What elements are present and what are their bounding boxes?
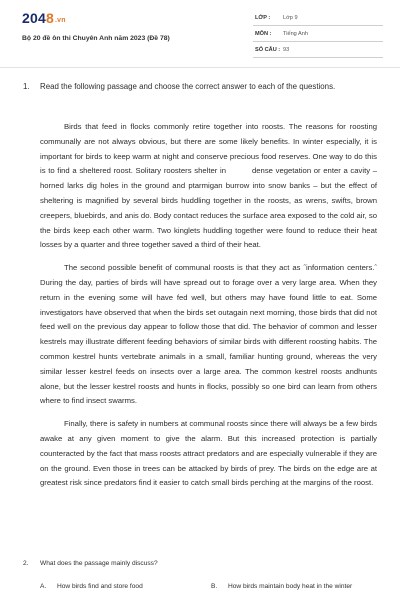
logo-tld: .vn (54, 17, 66, 24)
site-logo[interactable] (22, 10, 66, 26)
header-divider (0, 67, 400, 68)
reading-passage (40, 120, 377, 491)
meta-row-class (253, 13, 383, 26)
exam-meta-panel (253, 13, 383, 61)
passage-text: Birds that feed in flocks commonly retire together into roosts. The reasons for roosting communally are not always obvious, but there are some likely benefits. In winter especially, it is important for birds to keep warm at night and conserve precious food reserves. One way to do this is to find a sheltered roost. Solitary roosters shelter in (40, 122, 377, 176)
meta-row-count (253, 45, 383, 58)
meta-value: Tiếng Anh (283, 31, 308, 37)
logo-text: 2048 (22, 10, 54, 26)
passage-paragraph-3: Finally, there is safety in numbers at communal roosts since there will always be a few birds awake at any given moment to give the alarm. But this increased protection is partially counteracted by the fact that mass roosts attract predators and are especially vulnerable if they are on the ground. Even those in trees can be attacked by birds of prey. The birds on the edge are at greatest risk since predators find it easier to catch small birds perching at the margins of the roost. (40, 419, 377, 488)
meta-label: SỐ CÂU : (255, 47, 281, 53)
question-number: 1. (23, 82, 30, 91)
answer-option-b[interactable] (211, 583, 352, 590)
passage-paragraph-2: The second possible benefit of communal roosts is that they act as ˆinformation centers.ˆ During the day, parties of birds will have spread out to forage over a very large area. When they return in the evening some will have fed well, but others may have found little to eat. Some investigators have observed that when the birds set outagain next morning, those birds that did not feed well on the previous day appear to follow those that did. The behavior of common and lesser kestrels may illustrate different feeding behaviors of similar birds with different roosting habits. The common kestrel hunts vertebrate animals in a small, familiar hunting ground, whereas the very similar lesser kestrel feeds on insects over a large area. The common kestrel roosts andhunts alone, but the lesser kestrel roosts and hunts in flocks, possibly so one bird can learn from others where to find insect swarms. (40, 263, 377, 406)
meta-row-subject (253, 29, 383, 42)
option-letter: B. (211, 583, 218, 590)
question-text: Read the following passage and choose the correct answer to each of the questions. (40, 82, 336, 91)
answer-option-a[interactable] (40, 583, 143, 590)
meta-label: LỚP : (255, 15, 271, 21)
exam-title: Bộ 20 đề ôn thi Chuyên Anh năm 2023 (Đề 78) (22, 35, 170, 42)
meta-value: 93 (283, 47, 290, 53)
option-text: How birds maintain body heat in the winter (228, 583, 353, 590)
question-text: What does the passage mainly discuss? (40, 560, 158, 567)
passage-paragraph-1 (40, 120, 377, 253)
meta-value: Lớp 9 (283, 15, 298, 21)
page-header (0, 0, 400, 66)
option-text: How birds find and store food (57, 583, 143, 590)
question-number: 2. (23, 560, 29, 567)
meta-label: MÔN : (255, 31, 272, 37)
passage-text: dense vegetation or enter a cavity – horned larks dig holes in the ground and ptarmigan burrow into snow banks – but the effect of sheltering is magnified by several birds huddling together in the roosts, as wrens, swifts, brown creepers, bluebirds, and anis do. Body contact reduces the surface area exposed to the cold air, so the birds keep each other warm. Two kinglets huddling together were found to reduce their heat losses by a quarter and three together saved a third of their heat. (40, 166, 378, 250)
option-letter: A. (40, 583, 47, 590)
